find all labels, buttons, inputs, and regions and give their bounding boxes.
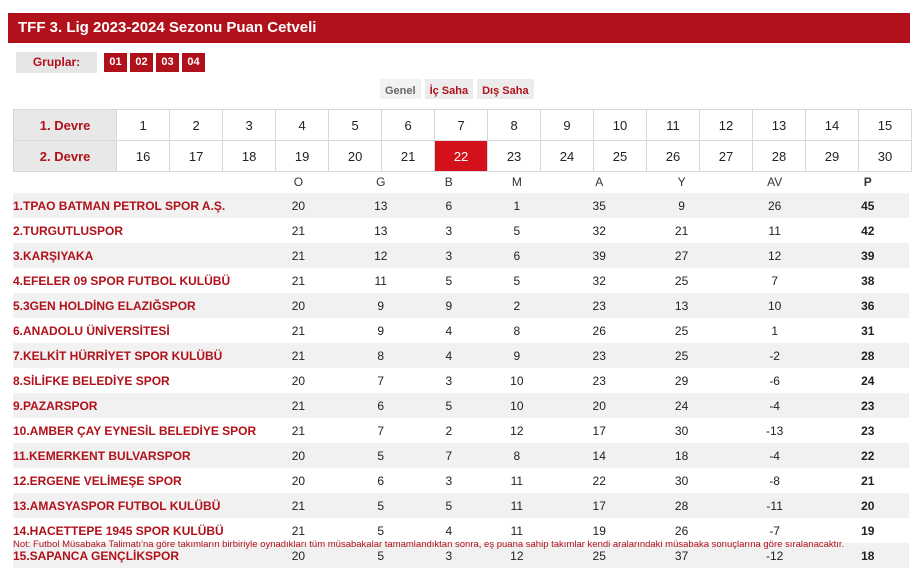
stat-b: 4 (445, 523, 453, 538)
stat-y: 25 (674, 323, 689, 338)
stat-o: 21 (291, 423, 306, 438)
group-button-01[interactable]: 01 (104, 53, 127, 72)
column-header-b: B (444, 174, 453, 189)
stat-y: 26 (674, 523, 689, 538)
groups-label: Gruplar: (16, 52, 97, 73)
stat-m: 5 (513, 223, 521, 238)
stat-m: 8 (513, 323, 521, 338)
stat-a: 32 (592, 273, 606, 288)
stat-g: 5 (340, 543, 422, 568)
team-name-link[interactable]: 8.SİLİFKE BELEDİYE SPOR (13, 373, 170, 388)
first-half-label: 1. Devre (14, 110, 117, 141)
stat-m: 11 (476, 493, 558, 518)
week-29[interactable]: 29 (805, 141, 858, 172)
team-name-link[interactable]: 7.KELKİT HÜRRİYET SPOR KULÜBÜ (13, 343, 257, 368)
stat-g: 9 (377, 323, 385, 338)
week-11[interactable]: 11 (647, 110, 700, 141)
week-2[interactable]: 2 (170, 110, 223, 141)
stat-av: 26 (723, 193, 827, 218)
stat-a: 17 (558, 493, 640, 518)
stat-p: 19 (861, 523, 875, 538)
stat-o: 20 (257, 293, 339, 318)
stat-p: 45 (827, 193, 909, 218)
week-14[interactable]: 14 (805, 110, 858, 141)
week-23[interactable]: 23 (488, 141, 541, 172)
stat-y: 28 (640, 493, 722, 518)
stat-p: 18 (827, 543, 909, 568)
stat-a: 22 (592, 473, 606, 488)
stat-g: 6 (340, 393, 422, 418)
tab-dis-saha[interactable]: Dış Saha (477, 79, 533, 99)
week-28[interactable]: 28 (752, 141, 805, 172)
stat-p: 23 (827, 393, 909, 418)
stat-y: 13 (640, 293, 722, 318)
stat-y: 18 (640, 443, 722, 468)
stat-o: 20 (257, 193, 339, 218)
week-6[interactable]: 6 (382, 110, 435, 141)
stat-o: 21 (257, 243, 339, 268)
stat-o: 20 (257, 543, 339, 568)
team-name-link[interactable]: 5.3GEN HOLDİNG ELAZIĞSPOR (13, 293, 257, 318)
stat-b: 3 (445, 473, 453, 488)
stat-a: 23 (558, 343, 640, 368)
stat-p: 39 (827, 243, 909, 268)
stat-m: 9 (476, 343, 558, 368)
table-row (13, 468, 909, 493)
table-row (13, 193, 909, 218)
stat-b: 3 (422, 543, 476, 568)
stat-a: 23 (558, 293, 640, 318)
stat-g: 11 (374, 273, 387, 288)
stat-y: 29 (674, 373, 689, 388)
stat-o: 21 (291, 523, 306, 538)
stat-av: -4 (723, 443, 827, 468)
stat-m: 11 (510, 523, 524, 538)
team-name-link[interactable]: 3.KARŞIYAKA (13, 243, 257, 268)
stat-b: 4 (422, 343, 476, 368)
stat-p: 21 (861, 473, 875, 488)
week-19[interactable]: 19 (276, 141, 329, 172)
page-title: TFF 3. Lig 2023-2024 Sezonu Puan Cetveli (8, 13, 910, 43)
stat-a: 32 (592, 223, 606, 238)
stat-av: -4 (723, 393, 827, 418)
table-row (13, 418, 909, 443)
stat-y: 27 (640, 243, 722, 268)
stat-y: 9 (640, 193, 722, 218)
week-10[interactable]: 10 (594, 110, 647, 141)
stat-o: 21 (291, 273, 306, 288)
stat-m: 8 (476, 443, 558, 468)
stat-av: -7 (769, 523, 780, 538)
stat-av: 12 (723, 243, 827, 268)
stat-a: 25 (558, 543, 640, 568)
stat-p: 28 (827, 343, 909, 368)
stat-av: -6 (769, 373, 780, 388)
stat-a: 14 (558, 443, 640, 468)
week-30[interactable]: 30 (858, 141, 911, 172)
stat-o: 21 (291, 323, 306, 338)
group-button-03[interactable]: 03 (156, 53, 179, 72)
stat-o: 20 (257, 443, 339, 468)
team-name-link[interactable]: 2.TURGUTLUSPOR (13, 223, 124, 238)
week-26[interactable]: 26 (647, 141, 700, 172)
stat-b: 4 (445, 323, 453, 338)
stat-b: 3 (445, 223, 453, 238)
table-row (13, 368, 909, 393)
stat-b: 5 (445, 273, 453, 288)
stat-m: 1 (476, 193, 558, 218)
table-row (13, 493, 909, 518)
column-header-a: A (595, 174, 604, 189)
team-name-link[interactable]: 12.ERGENE VELİMEŞE SPOR (13, 473, 182, 488)
standings-table (13, 170, 909, 568)
week-12[interactable]: 12 (700, 110, 753, 141)
week-8[interactable]: 8 (488, 110, 541, 141)
stat-p: 24 (861, 373, 875, 388)
stat-b: 6 (422, 193, 476, 218)
week-27[interactable]: 27 (700, 141, 753, 172)
stat-g: 9 (340, 293, 422, 318)
group-selector (16, 52, 205, 73)
team-name-link[interactable]: 10.AMBER ÇAY EYNESİL BELEDİYE SPOR (13, 423, 257, 438)
team-name-link[interactable]: 15.SAPANCA GENÇLİKSPOR (13, 543, 257, 568)
stat-y: 37 (640, 543, 722, 568)
table-row (13, 243, 909, 268)
tab-ic-saha[interactable]: İç Saha (425, 79, 474, 99)
stat-av: -11 (723, 493, 827, 518)
stat-p: 42 (861, 223, 875, 238)
stat-m: 2 (476, 293, 558, 318)
column-header-y: Y (677, 174, 686, 189)
table-row (13, 293, 909, 318)
week-22[interactable]: 22 (435, 141, 488, 172)
stat-a: 23 (592, 373, 606, 388)
team-column-header (13, 170, 257, 193)
stat-y: 21 (674, 223, 689, 238)
week-7[interactable]: 7 (435, 110, 488, 141)
stat-p: 22 (827, 443, 909, 468)
column-header-o: O (293, 174, 304, 189)
column-header-av: AV (767, 174, 783, 189)
team-name-link[interactable]: 14.HACETTEPE 1945 SPOR KULÜBÜ (13, 523, 224, 538)
group-button-02[interactable]: 02 (130, 53, 153, 72)
stat-o: 21 (257, 343, 339, 368)
column-header-p: P (863, 174, 872, 189)
stat-a: 35 (558, 193, 640, 218)
tab-genel[interactable]: Genel (380, 79, 421, 99)
stat-m: 12 (510, 423, 524, 438)
week-24[interactable]: 24 (541, 141, 594, 172)
week-3[interactable]: 3 (223, 110, 276, 141)
standings-header (13, 170, 909, 193)
stat-b: 7 (422, 443, 476, 468)
stat-g: 13 (340, 193, 422, 218)
table-row (13, 443, 909, 468)
stat-av: 10 (723, 293, 827, 318)
stat-p: 36 (827, 293, 909, 318)
stat-o: 21 (291, 223, 306, 238)
table-row (13, 318, 909, 343)
stat-av: 7 (771, 273, 778, 288)
week-9[interactable]: 9 (541, 110, 594, 141)
stat-b: 3 (422, 243, 476, 268)
stat-g: 7 (377, 373, 385, 388)
stat-p: 38 (861, 273, 875, 288)
tiebreak-note: Not: Futbol Müsabaka Talimatı'na göre takımların birbiriyle oynadıkları tüm müsabakalar tamamlandıktan sonra, eş puana sahip takımlar kendi aralarındaki müsabaka sonuçlarına göre sıralanacaktır. (13, 539, 845, 550)
stat-av: -13 (765, 423, 784, 438)
stat-o: 21 (257, 393, 339, 418)
stat-g: 5 (340, 443, 422, 468)
team-name-link[interactable]: 6.ANADOLU ÜNİVERSİTESİ (13, 323, 170, 338)
stat-m: 10 (510, 373, 524, 388)
stat-y: 25 (674, 273, 689, 288)
week-18[interactable]: 18 (223, 141, 276, 172)
stat-y: 30 (674, 423, 689, 438)
stat-av: 1 (771, 323, 778, 338)
week-5[interactable]: 5 (329, 110, 382, 141)
table-row (13, 218, 909, 243)
team-name-link[interactable]: 11.KEMERKENT BULVARSPOR (13, 443, 257, 468)
team-name-link[interactable]: 4.EFELER 09 SPOR FUTBOL KULÜBÜ (13, 273, 231, 288)
stat-a: 26 (592, 323, 606, 338)
stat-a: 17 (592, 423, 606, 438)
stat-a: 20 (558, 393, 640, 418)
table-row (13, 268, 909, 293)
stat-g: 8 (340, 343, 422, 368)
week-20[interactable]: 20 (329, 141, 382, 172)
week-21[interactable]: 21 (382, 141, 435, 172)
stat-av: -2 (723, 343, 827, 368)
second-half-label: 2. Devre (14, 141, 117, 172)
stat-g: 5 (340, 493, 422, 518)
stat-av: 11 (768, 223, 781, 238)
stat-p: 23 (861, 423, 875, 438)
stat-b: 2 (445, 423, 453, 438)
stat-p: 31 (861, 323, 875, 338)
group-button-04[interactable]: 04 (182, 53, 205, 72)
week-selector (13, 109, 912, 172)
stat-m: 11 (510, 473, 524, 488)
stat-g: 5 (377, 523, 385, 538)
stat-o: 20 (291, 473, 306, 488)
team-name-link[interactable]: 13.AMASYASPOR FUTBOL KULÜBÜ (13, 493, 257, 518)
table-row (13, 393, 909, 418)
stat-o: 20 (291, 373, 306, 388)
view-tabs (380, 79, 538, 99)
stat-y: 24 (640, 393, 722, 418)
week-16[interactable]: 16 (117, 141, 170, 172)
stat-av: -8 (769, 473, 780, 488)
team-name-link[interactable]: 1.TPAO BATMAN PETROL SPOR A.Ş. (13, 193, 257, 218)
week-25[interactable]: 25 (594, 141, 647, 172)
table-row (13, 343, 909, 368)
week-4[interactable]: 4 (276, 110, 329, 141)
stat-b: 5 (422, 393, 476, 418)
stat-y: 25 (640, 343, 722, 368)
week-1[interactable]: 1 (117, 110, 170, 141)
stat-g: 13 (374, 223, 388, 238)
stat-o: 21 (257, 493, 339, 518)
stat-b: 5 (422, 493, 476, 518)
week-15[interactable]: 15 (858, 110, 911, 141)
first-half-weeks (14, 110, 912, 141)
stat-m: 6 (476, 243, 558, 268)
stat-p: 20 (827, 493, 909, 518)
stat-av: -12 (723, 543, 827, 568)
second-half-weeks (14, 141, 912, 172)
stat-m: 12 (476, 543, 558, 568)
stat-a: 19 (592, 523, 606, 538)
column-header-g: G (376, 174, 386, 189)
stat-b: 9 (422, 293, 476, 318)
week-13[interactable]: 13 (752, 110, 805, 141)
stat-g: 6 (377, 473, 385, 488)
stat-m: 5 (513, 273, 521, 288)
stat-m: 10 (476, 393, 558, 418)
column-header-m: M (511, 174, 522, 189)
stat-g: 7 (377, 423, 385, 438)
team-name-link[interactable]: 9.PAZARSPOR (13, 393, 257, 418)
week-17[interactable]: 17 (170, 141, 223, 172)
stat-g: 12 (340, 243, 422, 268)
stat-y: 30 (674, 473, 689, 488)
stat-b: 3 (445, 373, 453, 388)
stat-a: 39 (558, 243, 640, 268)
